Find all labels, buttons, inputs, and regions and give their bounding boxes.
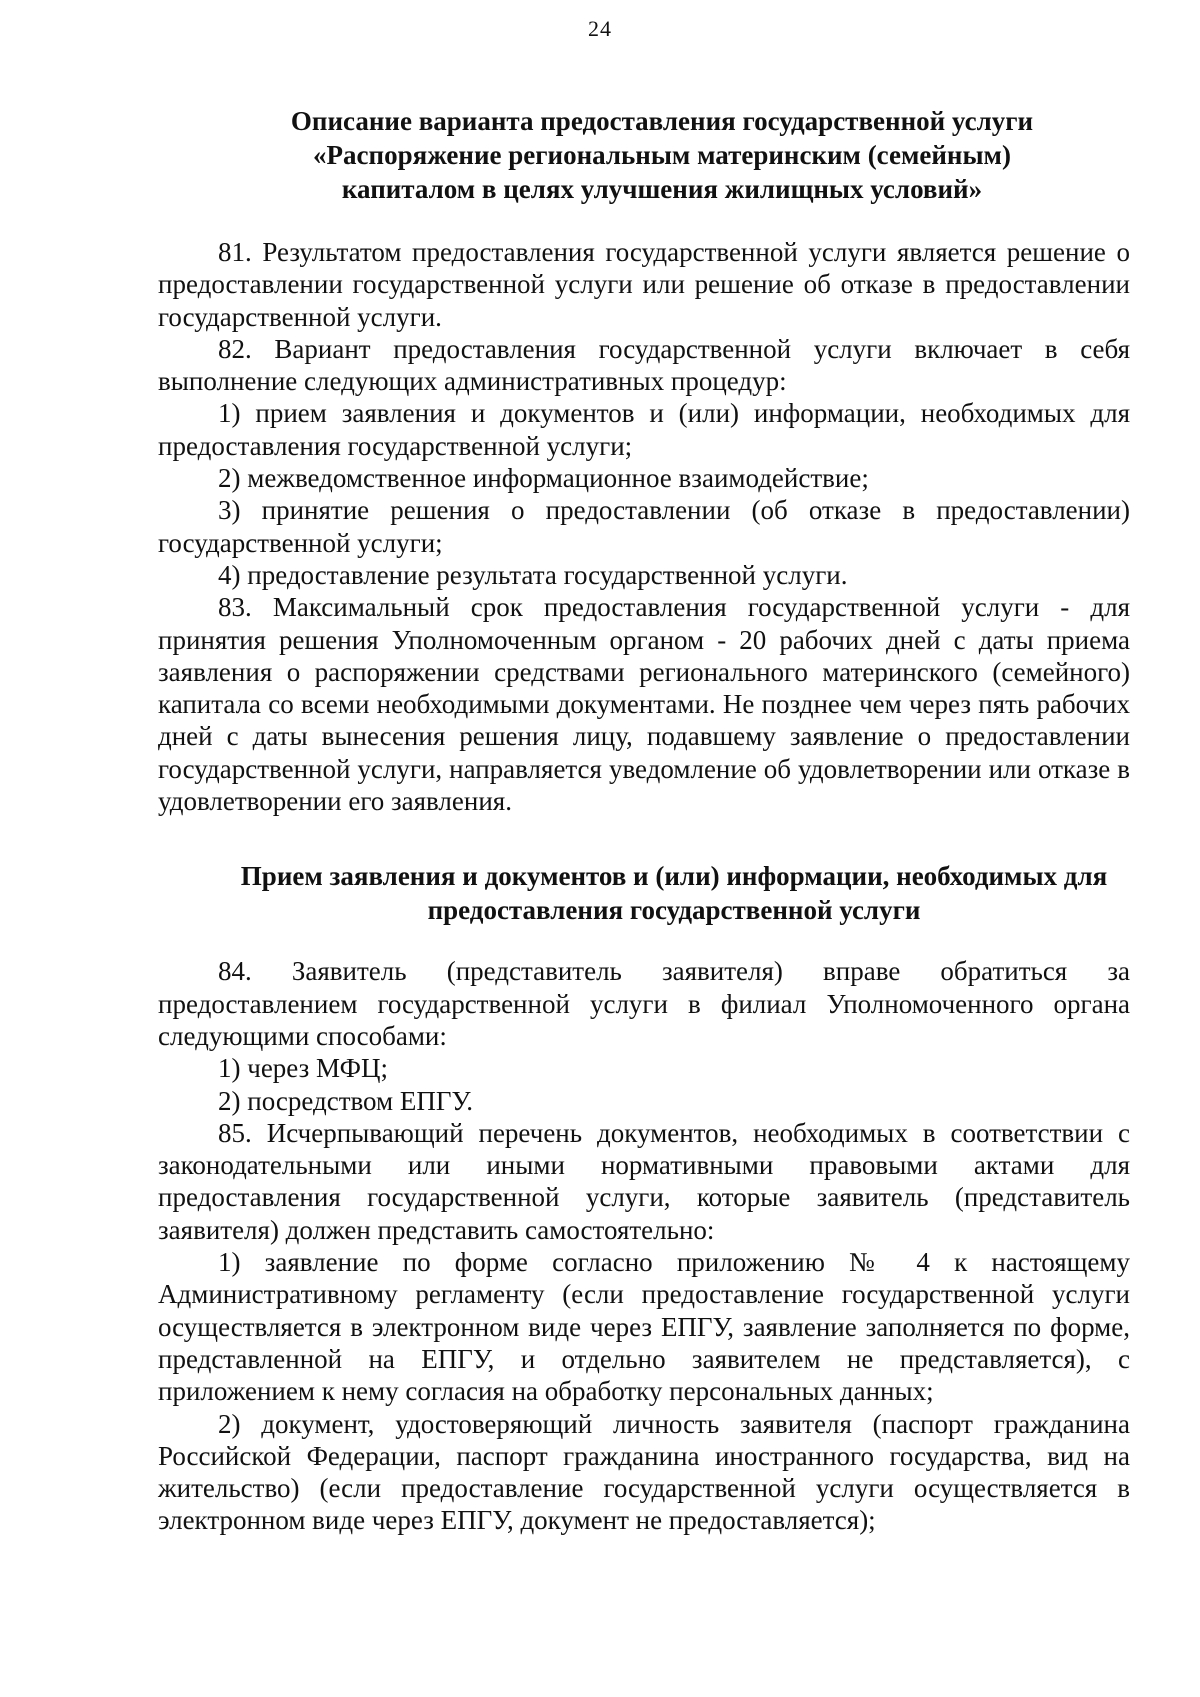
document-content [158, 104, 1130, 1537]
paragraph-81: 81. Результатом предоставления государственной услуги является решение о предоставлении государственной услуги или решение об отказе в предоставлении государственной услуги. [158, 237, 1130, 332]
list-item: 3) принятие решения о предоставлении (об отказе в предоставлении) государственной услуги; [158, 495, 1130, 558]
list-item: 2) посредством ЕПГУ. [218, 1085, 473, 1116]
list-item: 1) прием заявления и документов и (или) информации, необходимых для предоставления государственной услуги; [158, 398, 1130, 461]
list-item: 2) межведомственное информационное взаимодействие; [218, 463, 869, 494]
list-item: 1) через МФЦ; [218, 1053, 389, 1084]
paragraph-84: 84. Заявитель (представитель заявителя) вправе обратиться за предоставлением государственной услуги в филиал Уполномоченного органа следующими способами: [158, 956, 1130, 1051]
section-heading-variant [158, 104, 1130, 206]
paragraph-83: 83. Максимальный срок предоставления государственной услуги - для принятия решения Уполномоченным органом - 20 рабочих дней с даты приема заявления о распоряжении средствами регионального материнского (семейного) капитала со всеми необходимыми документами. Не позднее чем через пять рабочих дней с даты вынесения решения лицу, подавшему заявление о предоставлении государственной услуги, направляется уведомление об удовлетворении или отказе в удовлетворении его заявления. [158, 592, 1130, 817]
section-heading-reception [158, 859, 1130, 927]
paragraph-85: 85. Исчерпывающий перечень документов, необходимых в соответствии с законодательными или иными нормативными правовыми актами для предоставления государственной услуги, которые заявитель (представитель заявителя) должен представить самостоятельно: [158, 1117, 1130, 1245]
list-item: 1) заявление по форме согласно приложению № 4 к настоящему Административному регламенту (если предоставление государственной услуги осуществляется в электронном виде через ЕПГУ, заявление заполняется по форме, представленной на ЕПГУ, и отдельно заявителем не представляется), с приложением к нему согласия на обработку персональных данных; [158, 1247, 1130, 1407]
heading-line: капиталом в целях улучшения жилищных условий» [341, 174, 983, 204]
heading-line: предоставления государственной услуги [427, 895, 921, 926]
heading-line: Описание варианта предоставления государственной услуги [290, 106, 1034, 136]
list-item: 4) предоставление результата государственной услуги. [218, 559, 848, 590]
section-body-variant [158, 236, 1130, 817]
paragraph-82: 82. Вариант предоставления государственной услуги включает в себя выполнение следующих административных процедур: [158, 333, 1130, 397]
heading-line: Прием заявления и документов и (или) информации, необходимых для [240, 861, 1108, 892]
list-item: 2) документ, удостоверяющий личность заявителя (паспорт гражданина Российской Федерации, паспорт гражданина иностранного государства, вид на жительство) (если предоставление государственной услуги осуществляется в электронном виде через ЕПГУ, документ не предоставляется); [158, 1408, 1130, 1536]
page-number: 24 [588, 16, 612, 41]
heading-line: «Распоряжение региональным материнским (семейным) [313, 140, 1011, 170]
section-body-reception [158, 955, 1130, 1536]
